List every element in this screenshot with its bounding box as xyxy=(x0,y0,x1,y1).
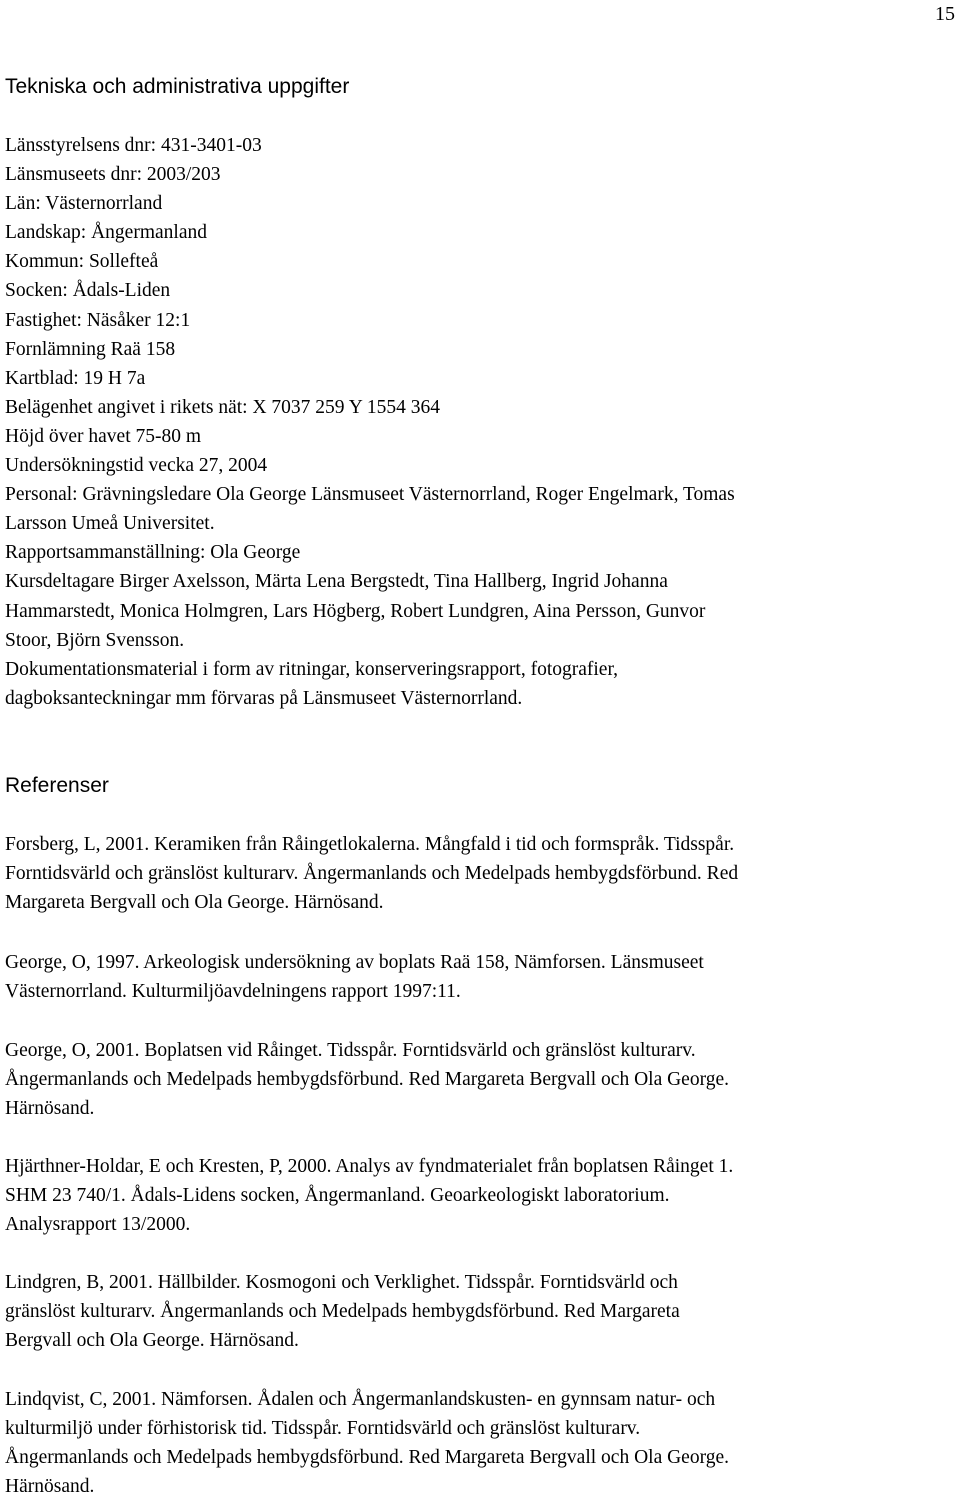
admin-line-museum-dnr: Länsmuseets dnr: 2003/203 xyxy=(5,164,221,186)
reference-entry xyxy=(5,1385,960,1501)
admin-line-county-dnr: Länsstyrelsens dnr: 431-3401-03 xyxy=(5,135,262,156)
reference-entry xyxy=(5,1036,960,1123)
reference-line: Västernorrland. Kulturmiljöavdelningens rapport 1997:11. xyxy=(5,981,461,1003)
reference-line: gränslöst kulturarv. Ångermanlands och Medelpads hembygdsförbund. Red Margareta xyxy=(5,1301,680,1323)
admin-line-parish: Socken: Ådals-Liden xyxy=(5,280,171,302)
reference-line: Ångermanlands och Medelpads hembygdsförbund. Red Margareta Bergvall och Ola George. xyxy=(5,1069,730,1091)
admin-heading: Tekniska och administrativa uppgifter xyxy=(5,75,350,98)
admin-line-documentation-cont: dagboksanteckningar mm förvaras på Länsmuseet Västernorrland. xyxy=(5,687,523,709)
reference-line: kulturmiljö under förhistorisk tid. Tidsspår. Forntidsvärld och gränslöst kulturarv. xyxy=(5,1418,641,1440)
reference-line: George, O, 2001. Boplatsen vid Råinget. Tidsspår. Forntidsvärld och gränslöst kulturarv. xyxy=(5,1040,696,1061)
reference-line: Ångermanlands och Medelpads hembygdsförbund. Red Margareta Bergvall och Ola George. xyxy=(5,1447,730,1469)
admin-line-ancient-monument: Fornlämning Raä 158 xyxy=(5,338,176,360)
reference-line: Forntidsvärld och gränslöst kulturarv. Ångermanlands och Medelpads hembygdsförbund. Red xyxy=(5,863,739,885)
reference-line: Lindgren, B, 2001. Hällbilder. Kosmogoni och Verklighet. Tidsspår. Forntidsvärld och xyxy=(5,1272,678,1293)
admin-line-staff: Personal: Grävningsledare Ola George Länsmuseet Västernorrland, Roger Engelmark, Tomas xyxy=(5,484,735,506)
reference-line: SHM 23 740/1. Ådals-Lidens socken, Ångermanland. Geoarkeologiskt laboratorium. xyxy=(5,1185,670,1207)
reference-entry xyxy=(5,948,960,1006)
admin-line-municipality: Kommun: Sollefteå xyxy=(5,251,159,273)
admin-line-participants-cont-1: Hammarstedt, Monica Holmgren, Lars Högberg, Robert Lundgren, Aina Persson, Gunvor xyxy=(5,600,706,622)
admin-line-property: Fastighet: Näsåker 12:1 xyxy=(5,309,191,331)
admin-line-documentation: Dokumentationsmaterial i form av ritningar, konserveringsrapport, fotografier, xyxy=(5,658,619,680)
reference-line: Härnösand. xyxy=(5,1098,95,1120)
reference-entry xyxy=(5,1268,960,1355)
admin-line-elevation: Höjd över havet 75-80 m xyxy=(5,425,202,447)
admin-line-staff-cont: Larsson Umeå Universitet. xyxy=(5,513,215,535)
reference-entry xyxy=(5,830,960,917)
reference-line: George, O, 1997. Arkeologisk undersökning av boplats Raä 158, Nämforsen. Länsmuseet xyxy=(5,952,704,973)
admin-line-survey-time: Undersökningstid vecka 27, 2004 xyxy=(5,455,268,477)
admin-line-participants-cont-2: Stoor, Björn Svensson. xyxy=(5,629,185,651)
admin-line-location: Belägenhet angivet i rikets nät: X 7037 259 Y 1554 364 xyxy=(5,396,441,418)
reference-line: Bergvall och Ola George. Härnösand. xyxy=(5,1330,299,1352)
reference-line: Hjärthner-Holdar, E och Kresten, P, 2000. Analys av fyndmaterialet från boplatsen Råinget 1. xyxy=(5,1156,734,1177)
admin-line-county: Län: Västernorrland xyxy=(5,193,163,215)
reference-line: Härnösand. xyxy=(5,1476,95,1498)
reference-entry xyxy=(5,1152,960,1239)
page-number: 15 xyxy=(935,3,955,25)
reference-line: Lindqvist, C, 2001. Nämforsen. Ådalen och Ångermanlandskusten- en gynnsam natur- och xyxy=(5,1389,716,1410)
admin-line-participants: Kursdeltagare Birger Axelsson, Märta Lena Bergstedt, Tina Hallberg, Ingrid Johanna xyxy=(5,571,668,593)
admin-line-province: Landskap: Ångermanland xyxy=(5,222,207,244)
admin-line-report-compilation: Rapportsammanställning: Ola George xyxy=(5,542,301,564)
reference-line: Forsberg, L, 2001. Keramiken från Råingetlokalerna. Mångfald i tid och formspråk. Tidsspår. xyxy=(5,834,735,855)
reference-line: Margareta Bergvall och Ola George. Härnösand. xyxy=(5,892,384,914)
admin-line-map-sheet: Kartblad: 19 H 7a xyxy=(5,367,146,389)
references-heading: Referenser xyxy=(5,774,109,797)
admin-details xyxy=(5,131,960,713)
reference-line: Analysrapport 13/2000. xyxy=(5,1214,191,1236)
